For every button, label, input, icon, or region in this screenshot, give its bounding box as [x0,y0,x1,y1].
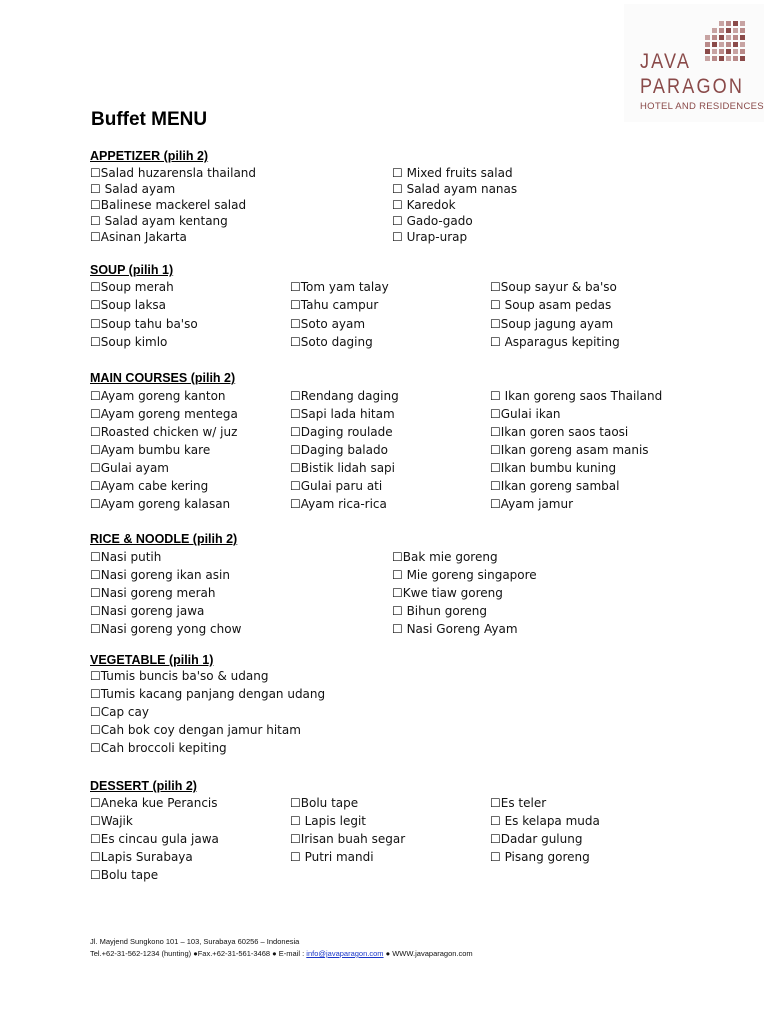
menu-item-checkbox[interactable]: ☐Ayam goreng kalasan [90,497,231,511]
hotel-logo [624,4,764,122]
logo-grid-square [719,56,724,61]
section-title-dessert: DESSERT (pilih 2) [90,779,197,793]
menu-item-checkbox[interactable]: ☐Es cincau gula jawa [90,832,219,846]
logo-grid-square [719,42,724,47]
menu-item-checkbox[interactable]: ☐Kwe tiaw goreng [392,586,503,600]
menu-item-checkbox[interactable]: ☐Es teler [490,796,547,810]
logo-grid-square [740,49,745,54]
footer-email-link[interactable]: info@javaparagon.com [306,949,384,958]
menu-item-checkbox[interactable]: ☐ Salad ayam [90,182,176,196]
menu-item-checkbox[interactable]: ☐Nasi putih [90,550,162,564]
logo-grid-square [705,42,710,47]
menu-item-checkbox[interactable]: ☐Ayam goreng mentega [90,407,238,421]
logo-grid-square [719,35,724,40]
menu-item-checkbox[interactable]: ☐Soup tahu ba'so [90,317,198,331]
footer-address: Jl. Mayjend Sungkono 101 – 103, Surabaya 60256 – Indonesia [90,937,300,946]
logo-grid-square [712,28,717,33]
menu-item-checkbox[interactable]: ☐Gulai ayam [90,461,169,475]
logo-grid-square [705,35,710,40]
menu-item-checkbox[interactable]: ☐Gulai paru ati [290,479,383,493]
menu-item-checkbox[interactable]: ☐Nasi goreng jawa [90,604,205,618]
logo-grid-square [733,49,738,54]
menu-item-checkbox[interactable]: ☐Cah bok coy dengan jamur hitam [90,723,301,737]
logo-name-line1: JAVA [640,50,692,73]
menu-item-checkbox[interactable]: ☐ Salad ayam nanas [392,182,518,196]
menu-item-checkbox[interactable]: ☐ Lapis legit [290,814,367,828]
menu-item-checkbox[interactable]: ☐Dadar gulung [490,832,583,846]
logo-grid-square [726,42,731,47]
menu-item-checkbox[interactable]: ☐Ayam cabe kering [90,479,209,493]
menu-item-checkbox[interactable]: ☐Soup kimlo [90,335,168,349]
menu-item-checkbox[interactable]: ☐ Mie goreng singapore [392,568,537,582]
logo-grid-square [705,56,710,61]
menu-item-checkbox[interactable]: ☐Asinan Jakarta [90,230,187,244]
logo-grid-square [733,56,738,61]
menu-item-checkbox[interactable]: ☐ Es kelapa muda [490,814,600,828]
menu-item-checkbox[interactable]: ☐Ikan bumbu kuning [490,461,617,475]
menu-item-checkbox[interactable]: ☐Daging balado [290,443,388,457]
menu-item-checkbox[interactable]: ☐Ikan goreng asam manis [490,443,649,457]
menu-item-checkbox[interactable]: ☐Tumis kacang panjang dengan udang [90,687,326,701]
menu-item-checkbox[interactable]: ☐Daging roulade [290,425,393,439]
menu-item-checkbox[interactable]: ☐Nasi goreng ikan asin [90,568,230,582]
menu-item-checkbox[interactable]: ☐Bolu tape [290,796,359,810]
menu-item-checkbox[interactable]: ☐ Putri mandi [290,850,374,864]
menu-item-checkbox[interactable]: ☐ Urap-urap [392,230,468,244]
menu-item-checkbox[interactable]: ☐Cah broccoli kepiting [90,741,227,755]
menu-item-checkbox[interactable]: ☐Roasted chicken w/ juz [90,425,238,439]
menu-item-checkbox[interactable]: ☐Soto ayam [290,317,366,331]
logo-grid-square [726,56,731,61]
section-title-vegetable: VEGETABLE (pilih 1) [90,653,214,667]
menu-item-checkbox[interactable]: ☐Ayam bumbu kare [90,443,211,457]
menu-item-checkbox[interactable]: ☐Ayam rica-rica [290,497,387,511]
menu-item-checkbox[interactable]: ☐ Ikan goreng saos Thailand [490,389,663,403]
menu-item-checkbox[interactable]: ☐ Soup asam pedas [490,298,612,312]
logo-grid-square [726,21,731,26]
menu-item-checkbox[interactable]: ☐ Mixed fruits salad [392,166,513,180]
logo-grid-square [726,49,731,54]
menu-item-checkbox[interactable]: ☐Soup merah [90,280,174,294]
menu-item-checkbox[interactable]: ☐ Asparagus kepiting [490,335,620,349]
page-title: Buffet MENU [91,109,208,130]
menu-item-checkbox[interactable]: ☐Tom yam talay [290,280,389,294]
menu-item-checkbox[interactable]: ☐Ayam jamur [490,497,574,511]
logo-grid-square [712,49,717,54]
logo-grid-square [726,35,731,40]
logo-grid-square [740,28,745,33]
menu-item-checkbox[interactable]: ☐Cap cay [90,705,149,719]
logo-grid-square [726,28,731,33]
menu-item-checkbox[interactable]: ☐ Pisang goreng [490,850,590,864]
menu-item-checkbox[interactable]: ☐Bak mie goreng [392,550,498,564]
logo-grid-square [740,21,745,26]
menu-item-checkbox[interactable]: ☐Lapis Surabaya [90,850,193,864]
logo-grid-icon [705,21,745,65]
logo-grid-square [705,49,710,54]
menu-item-checkbox[interactable]: ☐Bolu tape [90,868,159,882]
footer-contact-prefix: Tel.+62-31-562-1234 (hunting) ●Fax.+62-31-561-3468 ● E-mail : [90,949,307,958]
footer-contact [90,949,473,958]
logo-grid-square [712,35,717,40]
logo-grid-square [733,42,738,47]
menu-item-checkbox[interactable]: ☐ Gado-gado [392,214,473,228]
menu-item-checkbox[interactable]: ☐Gulai ikan [490,407,561,421]
logo-grid-square [733,28,738,33]
menu-item-checkbox[interactable]: ☐Rendang daging [290,389,399,403]
menu-item-checkbox[interactable]: ☐Wajik [90,814,133,828]
logo-grid-square [712,56,717,61]
menu-item-checkbox[interactable]: ☐Ayam goreng kanton [90,389,226,403]
logo-grid-square [733,35,738,40]
logo-grid-square [740,35,745,40]
menu-item-checkbox[interactable]: ☐Tahu campur [290,298,379,312]
menu-item-checkbox[interactable]: ☐ Karedok [392,198,456,212]
menu-item-checkbox[interactable]: ☐Tumis buncis ba'so & udang [90,669,269,683]
logo-grid-square [719,28,724,33]
menu-item-checkbox[interactable]: ☐Sapi lada hitam [290,407,395,421]
section-title-soup: SOUP (pilih 1) [90,263,174,277]
logo-name-line2: PARAGON [640,75,745,98]
menu-item-checkbox[interactable]: ☐Salad huzarensla thailand [90,166,257,180]
logo-grid-square [740,56,745,61]
menu-item-checkbox[interactable]: ☐Bistik lidah sapi [290,461,395,475]
menu-item-checkbox[interactable]: ☐ Bihun goreng [392,604,488,618]
menu-item-checkbox[interactable]: ☐Nasi goreng merah [90,586,216,600]
menu-item-checkbox[interactable]: ☐Irisan buah segar [290,832,406,846]
menu-item-checkbox[interactable]: ☐ Nasi Goreng Ayam [392,622,518,636]
logo-grid-square [740,42,745,47]
menu-item-checkbox[interactable]: ☐ Salad ayam kentang [90,214,228,228]
section-title-main: MAIN COURSES (pilih 2) [90,371,236,385]
section-title-rice: RICE & NOODLE (pilih 2) [90,532,238,546]
logo-grid-square [719,49,724,54]
menu-item-checkbox[interactable]: ☐Ikan goreng sambal [490,479,620,493]
section-title-appetizer: APPETIZER (pilih 2) [90,149,209,163]
menu-item-checkbox[interactable]: ☐Soup sayur & ba'so [490,280,617,294]
footer-contact-suffix: ● WWW.javaparagon.com [383,949,473,958]
logo-grid-square [712,42,717,47]
logo-grid-square [733,21,738,26]
menu-item-checkbox[interactable]: ☐Nasi goreng yong chow [90,622,242,636]
menu-item-checkbox[interactable]: ☐Aneka kue Perancis [90,796,218,810]
logo-grid-square [719,21,724,26]
menu-item-checkbox[interactable]: ☐Balinese mackerel salad [90,198,247,212]
menu-item-checkbox[interactable]: ☐Ikan goren saos taosi [490,425,629,439]
logo-subtitle: HOTEL AND RESIDENCES [640,101,764,112]
menu-item-checkbox[interactable]: ☐Soup jagung ayam [490,317,614,331]
menu-item-checkbox[interactable]: ☐Soto daging [290,335,373,349]
menu-item-checkbox[interactable]: ☐Soup laksa [90,298,166,312]
